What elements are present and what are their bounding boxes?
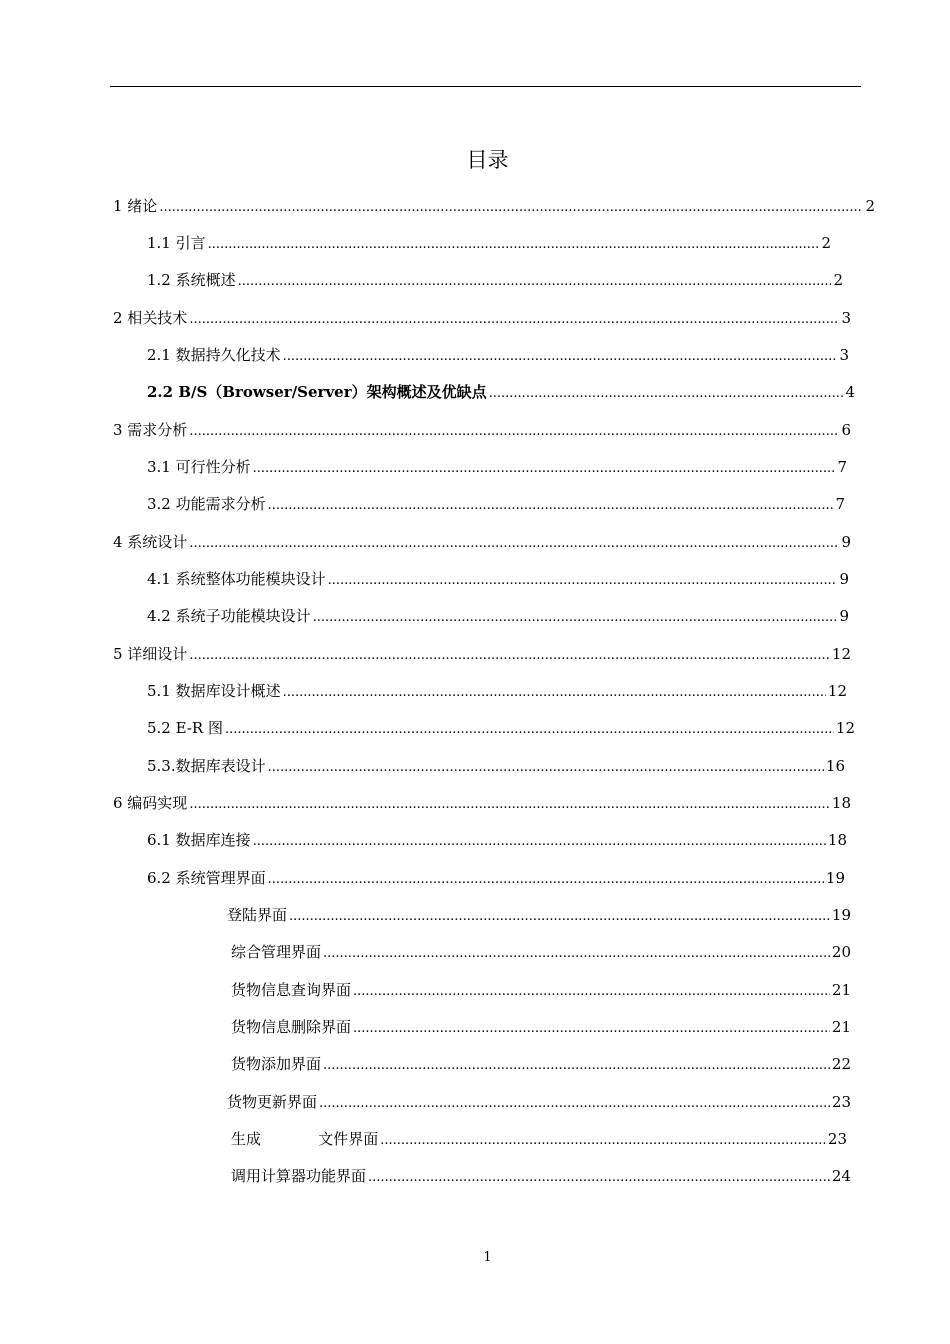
toc-entry-label: 货物信息查询界面 — [231, 981, 352, 999]
toc-leader-dots — [238, 272, 832, 292]
toc-leader-dots — [353, 982, 830, 1002]
toc-entry-label: 5 详细设计 — [113, 645, 188, 663]
toc-entry-page: 23 — [827, 1130, 847, 1148]
toc-entry-label: 4 系统设计 — [113, 533, 188, 551]
toc-leader-dots — [489, 384, 844, 404]
toc-entry-label: 综合管理界面 — [231, 943, 322, 961]
toc-leader-dots — [189, 534, 839, 554]
toc-entry-label: 1 绪论 — [113, 197, 158, 215]
toc-entry-page: 9 — [841, 533, 851, 551]
toc-leader-dots — [268, 870, 824, 890]
toc-leader-dots — [313, 608, 838, 628]
toc-entry-label: 2.2 B/S（Browser/Server）架构概述及优缺点 — [147, 383, 487, 401]
toc-entry[interactable] — [113, 644, 851, 664]
toc-leader-dots — [225, 720, 834, 740]
toc-entry-page: 7 — [835, 495, 845, 513]
toc-entry-label: 3.2 功能需求分析 — [147, 495, 266, 513]
toc-entry[interactable] — [147, 718, 855, 738]
toc-entry-page: 24 — [831, 1167, 851, 1185]
toc-entry-page: 9 — [839, 607, 849, 625]
toc-entry[interactable] — [147, 830, 847, 850]
toc-entry[interactable] — [113, 196, 875, 216]
toc-entry-page: 19 — [831, 906, 851, 924]
toc-leader-dots — [253, 459, 836, 479]
toc-entry-page: 21 — [831, 981, 851, 999]
toc-entry-label: 4.1 系统整体功能模块设计 — [147, 570, 326, 588]
toc-entry-label: 生成 文件界面 — [231, 1130, 379, 1148]
toc-entry-label: 2 相关技术 — [113, 309, 188, 327]
toc-leader-dots — [189, 795, 830, 815]
toc-entry-page: 7 — [837, 458, 847, 476]
toc-entry[interactable] — [147, 494, 845, 514]
toc-entry[interactable] — [227, 1092, 851, 1112]
toc-entry-label: 1.1 引言 — [147, 234, 206, 252]
toc-leader-dots — [253, 832, 826, 852]
toc-entry-page: 19 — [825, 869, 845, 887]
toc-leader-dots — [283, 347, 838, 367]
toc-leader-dots — [380, 1131, 826, 1151]
toc-leader-dots — [159, 198, 863, 218]
toc-leader-dots — [323, 1056, 830, 1076]
toc-entry[interactable] — [147, 457, 847, 477]
toc-entry[interactable] — [231, 1054, 851, 1074]
toc-leader-dots — [319, 1094, 830, 1114]
toc-entry-page: 9 — [839, 570, 849, 588]
toc-entry[interactable] — [113, 532, 851, 552]
toc-entry[interactable] — [231, 1017, 851, 1037]
toc-entry-label: 5.2 E-R 图 — [147, 719, 223, 737]
toc-entry[interactable] — [231, 980, 851, 1000]
toc-entry-label: 6.2 系统管理界面 — [147, 869, 266, 887]
toc-entry-page: 16 — [825, 757, 845, 775]
toc-entry-label: 3 需求分析 — [113, 421, 188, 439]
toc-entry-page: 2 — [865, 197, 875, 215]
toc-entry-label: 登陆界面 — [227, 906, 288, 924]
toc-entry-label: 调用计算器功能界面 — [231, 1167, 367, 1185]
page-number: 1 — [483, 1250, 492, 1265]
toc-entry-page: 23 — [831, 1093, 851, 1111]
toc-entry-label: 2.1 数据持久化技术 — [147, 346, 281, 364]
toc-entry-page: 3 — [839, 346, 849, 364]
toc-entry[interactable] — [113, 793, 851, 813]
toc-leader-dots — [289, 907, 830, 927]
toc-entry-label: 1.2 系统概述 — [147, 271, 236, 289]
toc-entry-page: 20 — [831, 943, 851, 961]
toc-entry-page: 22 — [831, 1055, 851, 1073]
toc-entry-page: 12 — [827, 682, 847, 700]
toc-leader-dots — [189, 310, 839, 330]
toc-leader-dots — [323, 944, 830, 964]
toc-entry-label: 货物更新界面 — [227, 1093, 318, 1111]
toc-entry[interactable] — [113, 420, 851, 440]
toc-leader-dots — [268, 496, 834, 516]
toc-entry-label: 5.3.数据库表设计 — [147, 757, 266, 775]
toc-entry[interactable] — [147, 233, 831, 253]
toc-leader-dots — [353, 1019, 830, 1039]
toc-entry[interactable] — [113, 308, 851, 328]
toc-entry[interactable] — [147, 756, 845, 776]
toc-entry-label: 5.1 数据库设计概述 — [147, 682, 281, 700]
toc-entry-page: 2 — [833, 271, 843, 289]
toc-entry-label: 6 编码实现 — [113, 794, 188, 812]
toc-leader-dots — [368, 1168, 830, 1188]
toc-entry-page: 21 — [831, 1018, 851, 1036]
toc-entry-label: 货物信息删除界面 — [231, 1018, 352, 1036]
toc-entry[interactable] — [147, 868, 845, 888]
toc-title: 目录 — [466, 148, 509, 172]
toc-entry-label: 6.1 数据库连接 — [147, 831, 251, 849]
toc-entry-page: 18 — [831, 794, 851, 812]
toc-entry-page: 12 — [835, 719, 855, 737]
toc-leader-dots — [283, 683, 826, 703]
toc-entry-page: 6 — [841, 421, 851, 439]
toc-leader-dots — [328, 571, 838, 591]
toc-entry-page: 18 — [827, 831, 847, 849]
toc-entry[interactable] — [147, 345, 849, 365]
toc-entry[interactable] — [147, 606, 849, 626]
toc-entry-page: 2 — [821, 234, 831, 252]
toc-entry-label: 货物添加界面 — [231, 1055, 322, 1073]
toc-entry[interactable] — [147, 681, 847, 701]
toc-entry[interactable] — [147, 382, 855, 402]
toc-entry-page: 3 — [841, 309, 851, 327]
toc-leader-dots — [208, 235, 820, 255]
toc-leader-dots — [189, 422, 839, 442]
toc-entry[interactable] — [147, 270, 843, 290]
toc-leader-dots — [268, 758, 824, 778]
toc-entry[interactable] — [147, 569, 849, 589]
header-rule — [110, 86, 861, 87]
toc-entry-page: 4 — [845, 383, 855, 401]
toc-entry-label: 3.1 可行性分析 — [147, 458, 251, 476]
toc-leader-dots — [189, 646, 830, 666]
toc-entry[interactable] — [227, 905, 851, 925]
toc-entry[interactable] — [231, 942, 851, 962]
toc-entry-label: 4.2 系统子功能模块设计 — [147, 607, 311, 625]
toc-entry[interactable] — [231, 1129, 847, 1149]
toc-entry[interactable] — [231, 1166, 851, 1186]
toc-entry-page: 12 — [831, 645, 851, 663]
